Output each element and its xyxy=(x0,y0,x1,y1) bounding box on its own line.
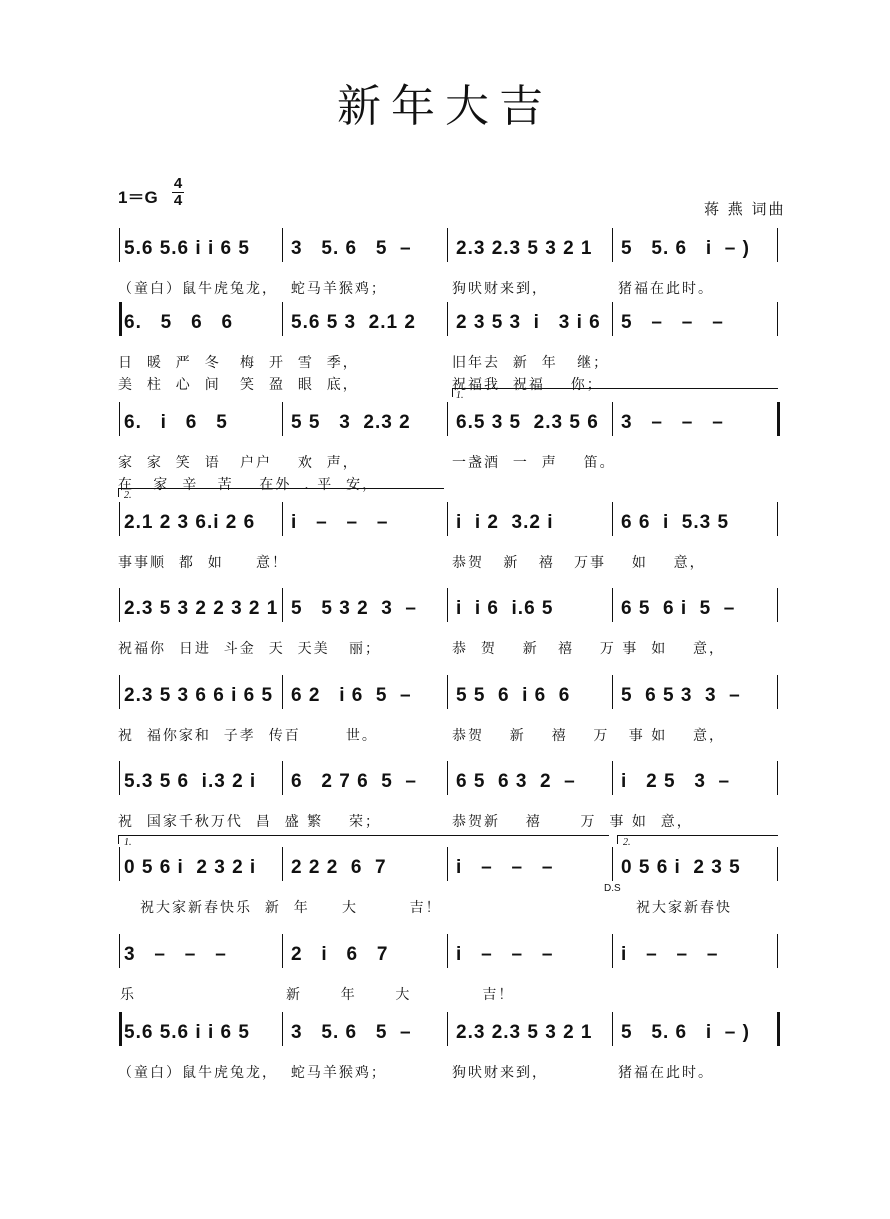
measure-notes: 6 2 7 6 5 – xyxy=(291,771,417,792)
volta-number: 1. xyxy=(124,837,132,848)
measure-notes: i – – – xyxy=(456,857,554,878)
bar-line xyxy=(777,402,780,436)
lyric-line: 猪福在此时。 xyxy=(618,1065,714,1081)
bar-line xyxy=(282,402,283,436)
lyric-line: 恭贺 新 禧 万事 如 意， xyxy=(452,555,706,571)
volta-number: 1. xyxy=(456,390,464,401)
measure-notes: 2.3 2.3 5 3 2 1 xyxy=(456,1022,593,1043)
lyric-line: （童白）鼠牛虎兔龙， 蛇马羊猴鸡； xyxy=(118,281,387,297)
bar-line xyxy=(612,302,613,336)
measure-notes: 6 2 i 6 5 – xyxy=(291,685,412,706)
measure-notes: 2 3 5 3 i 3 i 6 xyxy=(456,312,601,333)
measure-notes: 2 2 2 6 7 xyxy=(291,857,387,878)
bar-line xyxy=(612,228,613,262)
measure-notes: 6 6 i 5.3 5 xyxy=(621,512,730,533)
bar-line xyxy=(612,761,613,795)
author-credit: 蒋 燕 词曲 xyxy=(704,200,786,218)
measure-notes: 3 – – – xyxy=(621,412,724,433)
measure-notes: i i 6 i.6 5 xyxy=(456,598,554,619)
lyric-line: 恭贺 新 禧 万 事 如 意， xyxy=(452,728,726,744)
measure-notes: 5 5. 6 i – ) xyxy=(621,1022,750,1043)
measure-notes: i 2 5 3 – xyxy=(621,771,731,792)
volta-bracket xyxy=(617,835,778,844)
time-signature-top: 4 xyxy=(173,175,183,192)
bar-line xyxy=(777,228,778,262)
lyric-line-2: 美 柱 心 间 笑 盈 眼 底， xyxy=(118,377,359,393)
bar-line xyxy=(282,1012,283,1046)
lyric-line: 祝福你 日进 斗金 天 天美 丽； xyxy=(118,641,381,657)
volta-bracket xyxy=(452,388,778,397)
measure-notes: i – – – xyxy=(621,944,719,965)
lyric-line: 猪福在此时。 xyxy=(618,281,714,297)
lyric-line: 日 暖 严 冬 梅 开 雪 季， xyxy=(118,355,359,371)
score-row xyxy=(0,1022,890,1142)
lyric-line: 恭 贺 新 禧 万 事 如 意， xyxy=(452,641,726,657)
bar-line xyxy=(612,1012,613,1046)
lyric-line: 旧年去 新 年 继； xyxy=(452,355,610,371)
measure-notes: 0 5 6 i 2 3 2 i xyxy=(124,857,257,878)
measure-notes: 5.3 5 6 i.3 2 i xyxy=(124,771,257,792)
measure-notes: 2 i 6 7 xyxy=(291,944,389,965)
bar-line xyxy=(777,934,778,968)
bar-line xyxy=(777,302,778,336)
bar-line xyxy=(447,1012,448,1046)
time-signature xyxy=(172,176,184,209)
bar-line xyxy=(282,302,283,336)
bar-line xyxy=(777,502,778,536)
measure-notes: 5 5 3 2.3 2 xyxy=(291,412,411,433)
bar-line xyxy=(282,588,283,622)
bar-line xyxy=(119,228,120,262)
bar-line xyxy=(119,302,122,336)
lyric-line: 祝大家新春快 xyxy=(636,900,732,916)
bar-line xyxy=(447,934,448,968)
lyric-line: 一盏酒 一 声 笛。 xyxy=(452,455,616,471)
lyric-line: 新 年 大 吉！ xyxy=(286,987,515,1003)
measure-notes: 5.6 5.6 i i 6 5 xyxy=(124,238,250,259)
lyric-line: 祝 福你家和 子孝 传百 世。 xyxy=(118,728,378,744)
measure-notes: 5 – – – xyxy=(621,312,724,333)
measure-notes: 2.3 2.3 5 3 2 1 xyxy=(456,238,593,259)
ds-sign: D.S xyxy=(604,883,621,894)
measure-notes: 3 – – – xyxy=(124,944,227,965)
bar-line xyxy=(282,847,283,881)
bar-line xyxy=(119,847,120,881)
bar-line xyxy=(282,675,283,709)
measure-notes: 5.6 5.6 i i 6 5 xyxy=(124,1022,250,1043)
lyric-line: （童白）鼠牛虎兔龙， 蛇马羊猴鸡； xyxy=(118,1065,387,1081)
bar-line xyxy=(777,847,778,881)
bar-line xyxy=(447,302,448,336)
bar-line xyxy=(447,402,448,436)
bar-line xyxy=(119,934,120,968)
bar-line xyxy=(447,761,448,795)
measure-notes: i – – – xyxy=(456,944,554,965)
bar-line xyxy=(612,502,613,536)
bar-line xyxy=(119,402,120,436)
volta-number: 2. xyxy=(124,490,132,501)
bar-line xyxy=(612,588,613,622)
bar-line xyxy=(777,761,778,795)
song-title: 新年大吉 xyxy=(337,81,553,132)
measure-notes: 3 5. 6 5 – xyxy=(291,1022,412,1043)
bar-line xyxy=(612,675,613,709)
bar-line xyxy=(447,847,448,881)
bar-line xyxy=(119,588,120,622)
bar-line xyxy=(119,1012,122,1046)
lyric-line: 狗吠财来到， xyxy=(452,1065,548,1081)
bar-line xyxy=(612,402,613,436)
bar-line xyxy=(282,761,283,795)
measure-notes: 5.6 5 3 2.1 2 xyxy=(291,312,416,333)
lyric-line: 狗吠财来到， xyxy=(452,281,548,297)
measure-notes: 6 5 6 3 2 – xyxy=(456,771,576,792)
measure-notes: 5 6 5 3 3 – xyxy=(621,685,741,706)
bar-line xyxy=(447,502,448,536)
measure-notes: i – – – xyxy=(291,512,389,533)
measure-notes: 6 5 6 i 5 – xyxy=(621,598,736,619)
lyric-line: 家 家 笑 语 户户 欢 声， xyxy=(118,455,359,471)
lyric-line-2: 在 家 辛 苦 在外 . 平 安， xyxy=(118,477,379,493)
measure-notes: 6. 5 6 6 xyxy=(124,312,234,333)
lyric-line: 恭贺新 禧 万 事 如 意， xyxy=(452,814,693,830)
bar-line xyxy=(777,1012,780,1046)
key-signature: 1＝G xyxy=(118,188,158,207)
time-signature-bottom: 4 xyxy=(173,192,183,209)
measure-notes: 5 5 6 i 6 6 xyxy=(456,685,571,706)
measure-notes: 2.3 5 3 2 2 3 2 1 xyxy=(124,598,279,619)
measure-notes: 6. i 6 5 xyxy=(124,412,228,433)
bar-line xyxy=(447,675,448,709)
measure-notes: 0 5 6 i 2 3 5 xyxy=(621,857,741,878)
lyric-line: 祝大家新春快乐 新 年 大 吉！ xyxy=(140,900,442,916)
volta-bracket xyxy=(118,488,444,497)
lyric-line: 乐 xyxy=(120,987,136,1003)
measure-notes: 2.3 5 3 6 6 i 6 5 xyxy=(124,685,274,706)
bar-line xyxy=(119,502,120,536)
bar-line xyxy=(777,675,778,709)
measure-notes: 2.1 2 3 6.i 2 6 xyxy=(124,512,256,533)
bar-line xyxy=(447,588,448,622)
lyric-line-2: 祝福我 祝福 你； xyxy=(452,377,603,393)
measure-notes: 6.5 3 5 2.3 5 6 xyxy=(456,412,599,433)
bar-line xyxy=(612,847,613,881)
volta-bracket xyxy=(118,835,609,844)
bar-line xyxy=(282,502,283,536)
bar-line xyxy=(612,934,613,968)
lyric-line: 事事顺 都 如 意！ xyxy=(118,555,289,571)
measure-notes: 5 5 3 2 3 – xyxy=(291,598,417,619)
bar-line xyxy=(447,228,448,262)
lyric-line: 祝 国家千秋万代 昌 盛 繁 荣； xyxy=(118,814,381,830)
bar-line xyxy=(119,675,120,709)
bar-line xyxy=(282,228,283,262)
bar-line xyxy=(777,588,778,622)
bar-line xyxy=(282,934,283,968)
bar-line xyxy=(119,761,120,795)
measure-notes: 3 5. 6 5 – xyxy=(291,238,412,259)
measure-notes: i i 2 3.2 i xyxy=(456,512,554,533)
measure-notes: 5 5. 6 i – ) xyxy=(621,238,750,259)
volta-number: 2. xyxy=(623,837,631,848)
